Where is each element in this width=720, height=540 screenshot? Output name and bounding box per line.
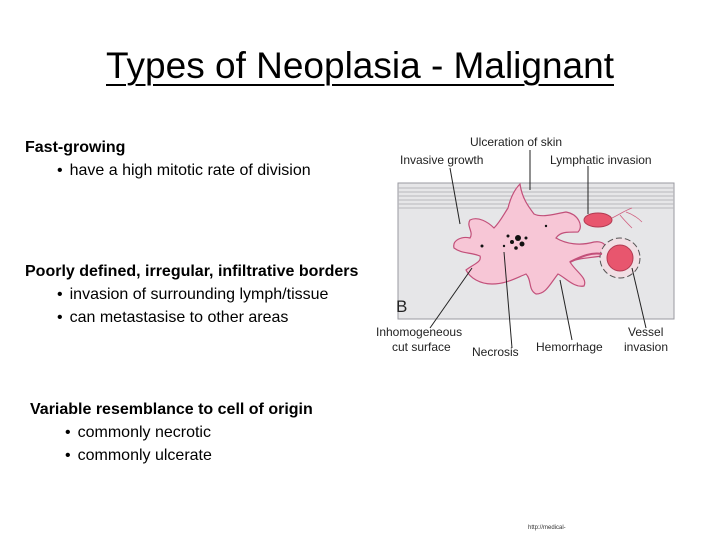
malignant-tumor-diagram [370, 128, 680, 364]
label-invasion: invasion [624, 340, 669, 354]
blood-vessel-lumen [607, 245, 633, 271]
lymphatic-vessel [584, 213, 612, 227]
label-lymphatic-invasion: Lymphatic invasion [550, 153, 652, 167]
label-hemorrhage: Hemorrhage [536, 340, 603, 354]
section-borders [25, 260, 358, 329]
bullet-item: • commonly ulcerate [30, 444, 313, 467]
label-necrosis: Necrosis [472, 345, 519, 359]
label-cut-surface: cut surface [392, 340, 451, 354]
bullet-item: • invasion of surrounding lymph/tissue [25, 283, 358, 306]
source-url: http://medical- [528, 525, 566, 531]
slide-title: Types of Neoplasia - Malignant [106, 45, 614, 86]
bullet-item: • can metastasise to other areas [25, 306, 358, 329]
section-heading: Variable resemblance to cell of origin [30, 401, 313, 418]
label-invasive-growth: Invasive growth [400, 153, 484, 167]
bullet-item: • have a high mitotic rate of division [25, 159, 311, 182]
bullet-item: • commonly necrotic [30, 421, 313, 444]
label-inhomogeneous: Inhomogeneous [376, 325, 463, 339]
section-heading: Poorly defined, irregular, infiltrative borders [25, 263, 359, 280]
section-resemblance [30, 398, 313, 467]
section-fast-growing [25, 136, 311, 182]
figure-letter: B [396, 297, 408, 316]
section-heading: Fast-growing [25, 139, 126, 156]
label-vessel: Vessel [628, 325, 664, 339]
label-ulceration: Ulceration of skin [470, 135, 563, 149]
